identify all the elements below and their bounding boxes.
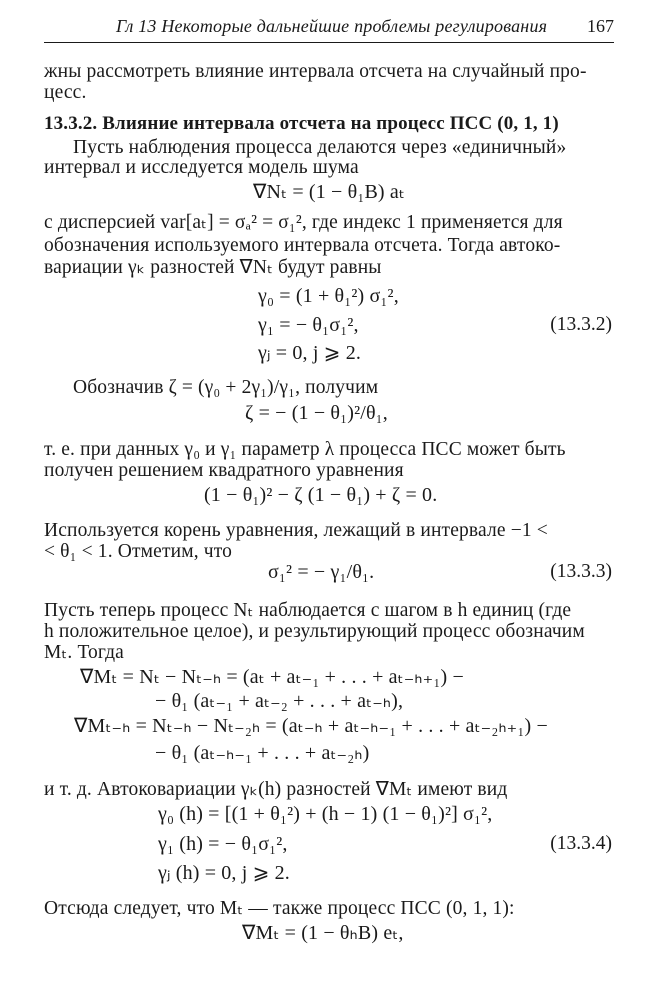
equation: γ₁ = − θ₁σ₁²,	[258, 314, 359, 336]
equation: − θ₁ (aₜ₋₁ + aₜ₋₂ + . . . + aₜ₋ₕ),	[155, 690, 404, 712]
equation: − θ₁ (aₜ₋ₕ₋₁ + . . . + aₜ₋₂ₕ)	[155, 742, 370, 764]
equation: γⱼ = 0, j ⩾ 2.	[258, 342, 362, 364]
equation: ζ = − (1 − θ₁)²/θ₁,	[245, 402, 388, 424]
text-line: интервал и исследуется модель шума	[44, 157, 359, 178]
section-heading: 13.3.2. Влияние интервала отсчета на процесс ПСС (0, 1, 1)	[44, 113, 559, 134]
equation-number: (13.3.3)	[550, 561, 612, 582]
equation: ∇Mₜ = (1 − θₕB) eₜ,	[242, 922, 404, 944]
equation-number: (13.3.2)	[550, 314, 612, 335]
text-line: h положительное целое), и результирующий процесс обозначим	[44, 621, 585, 642]
text-line: вариации γₖ разностей ∇Nₜ будут равны	[44, 257, 382, 278]
text-line: жны рассмотреть влияние интервала отсчета на случайный про-	[44, 61, 587, 82]
equation: γ₁ (h) = − θ₁σ₁²,	[158, 833, 288, 855]
equation: γ₀ = (1 + θ₁²) σ₁²,	[258, 285, 399, 307]
equation-number: (13.3.4)	[550, 833, 612, 854]
text-line: обозначения используемого интервала отсчета. Тогда автоко-	[44, 235, 561, 256]
text-line: т. е. при данных γ₀ и γ₁ параметр λ процесса ПСС может быть	[44, 439, 566, 460]
text-line: Отсюда следует, что Mₜ — также процесс ПСС (0, 1, 1):	[44, 898, 515, 919]
text-line: и т. д. Автоковариации γₖ(h) разностей ∇Mₜ имеют вид	[44, 779, 508, 800]
equation: γⱼ (h) = 0, j ⩾ 2.	[158, 862, 290, 884]
header-title: Гл 13 Некоторые дальнейшие проблемы регулирования	[116, 16, 548, 36]
text-line: Используется корень уравнения, лежащий в интервале −1 <	[44, 520, 548, 541]
text-line: Пусть наблюдения процесса делаются через «единичный»	[73, 137, 567, 158]
text-line: с дисперсией var[aₜ] = σₐ² = σ₁², где индекс 1 применяется для	[44, 212, 563, 233]
text-line: Mₜ. Тогда	[44, 642, 124, 663]
page-number: 167	[587, 16, 614, 36]
text-line: < θ₁ < 1. Отметим, что	[44, 541, 233, 562]
equation: γ₀ (h) = [(1 + θ₁²) + (h − 1) (1 − θ₁)²] σ₁²,	[158, 803, 493, 825]
equation: (1 − θ₁)² − ζ (1 − θ₁) + ζ = 0.	[204, 484, 438, 506]
running-header	[44, 10, 614, 43]
text-line: Пусть теперь процесс Nₜ наблюдается с шагом в h единиц (где	[44, 600, 572, 621]
equation: ∇Mₜ = Nₜ − Nₜ₋ₕ = (aₜ + aₜ₋₁ + . . . + aₜ₋ₕ₊₁) −	[80, 666, 464, 688]
text-line: Обозначив ζ = (γ₀ + 2γ₁)/γ₁, получим	[73, 377, 379, 398]
equation: ∇Mₜ₋ₕ = Nₜ₋ₕ − Nₜ₋₂ₕ = (aₜ₋ₕ + aₜ₋ₕ₋₁ + . . . + aₜ₋₂ₕ₊₁) −	[74, 715, 548, 737]
text-line: цесс.	[44, 82, 87, 103]
equation: ∇Nₜ = (1 − θ₁B) aₜ	[253, 181, 405, 203]
text-line: получен решением квадратного уравнения	[44, 460, 404, 481]
equation: σ₁² = − γ₁/θ₁.	[268, 561, 375, 583]
